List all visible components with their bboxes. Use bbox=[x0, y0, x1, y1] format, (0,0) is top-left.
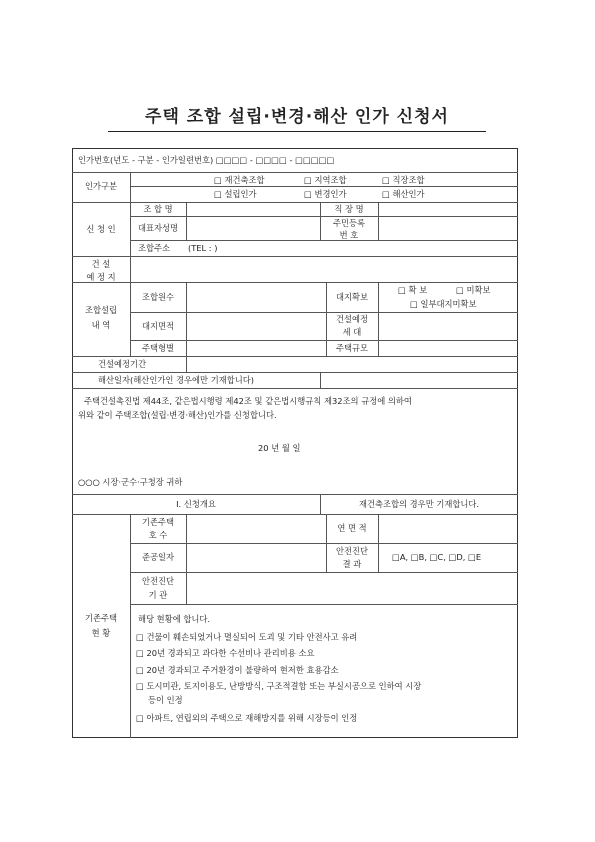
row-divider bbox=[130, 604, 518, 605]
status-intro: 해당 현황에 합니다. bbox=[138, 614, 211, 624]
housing-status-label: 기존주택 bbox=[84, 613, 118, 623]
planned-units-label: 세 대 bbox=[342, 327, 362, 337]
col-divider bbox=[186, 202, 187, 240]
row-divider bbox=[72, 282, 518, 283]
row-divider bbox=[72, 202, 518, 203]
row-divider bbox=[130, 186, 518, 187]
statement-text: 위와 같이 주택조합(설립·변경·해산)인가를 신청합니다. bbox=[78, 410, 277, 420]
status-checkbox[interactable]: □ 20년 경과되고 주거환경이 불량하여 현저한 효용감소 bbox=[136, 665, 339, 675]
row-divider bbox=[72, 372, 518, 373]
col-divider bbox=[130, 514, 131, 738]
housing-type-label: 주택형별 bbox=[141, 343, 175, 353]
date-line: 20 년 월 일 bbox=[258, 443, 301, 453]
document-title: 주택 조합 설립·변경·해산 인가 신청서 bbox=[108, 102, 486, 132]
col-divider bbox=[186, 356, 187, 372]
status-checkbox[interactable]: □ 20년 경과되고 과다한 수선비나 관리비용 소요 bbox=[136, 648, 315, 658]
opt-dissolve-checkbox[interactable]: □ 해산인가 bbox=[382, 189, 425, 199]
row-divider bbox=[130, 312, 518, 313]
resident-number-label: 번 호 bbox=[339, 230, 359, 240]
col-divider bbox=[186, 282, 187, 356]
row-divider bbox=[130, 543, 518, 544]
planned-site-label: 건 설 bbox=[91, 259, 111, 269]
row-divider bbox=[130, 572, 518, 573]
row-divider bbox=[72, 172, 518, 173]
planned-site-label: 예 정 지 bbox=[86, 272, 116, 282]
housing-scale-label: 주택규모 bbox=[335, 343, 369, 353]
row-divider bbox=[72, 494, 518, 495]
planned-units-label: 건설예정 bbox=[335, 314, 369, 324]
opt-establish-checkbox[interactable]: □ 설립인가 bbox=[214, 189, 257, 199]
member-count-label: 조합원수 bbox=[141, 292, 175, 302]
safety-grade-options[interactable]: □A, □B, □C, □D, □E bbox=[392, 552, 482, 562]
row-divider bbox=[130, 216, 518, 217]
section-note: 재건축조합의 경우만 기재합니다. bbox=[358, 499, 480, 509]
status-checkbox[interactable]: □ 건물이 훼손되었거나 멸실되어 도괴 및 기타 안전사고 유려 bbox=[136, 632, 358, 642]
row-divider bbox=[72, 388, 518, 389]
completion-date-label: 준공일자 bbox=[141, 552, 175, 562]
row-divider bbox=[72, 356, 518, 357]
resident-number-label: 주민등록 bbox=[332, 218, 366, 228]
opt-partial-checkbox[interactable]: □ 일부대지미확보 bbox=[410, 299, 477, 309]
row-divider bbox=[72, 256, 518, 257]
col-divider bbox=[378, 282, 379, 356]
status-checkbox-continued: 등이 인정 bbox=[148, 695, 183, 705]
col-divider bbox=[378, 514, 379, 572]
union-address-label: 조합주소 bbox=[138, 243, 171, 253]
statement-text: 주택건설촉진법 제44조, 같은법시행령 제42조 및 같은법시행규칙 제32조의 규정에 의하여 bbox=[84, 396, 412, 406]
construction-period-label: 건설예정기간 bbox=[98, 359, 147, 369]
safety-result-label: 안전진단 bbox=[335, 546, 369, 556]
floor-area-label: 연 면 적 bbox=[337, 523, 367, 533]
establishment-label: 내 역 bbox=[91, 320, 111, 330]
col-divider bbox=[186, 514, 187, 604]
existing-housing-label: 호 수 bbox=[148, 530, 168, 540]
section-header: Ⅰ. 신청개요 bbox=[176, 499, 216, 509]
union-name-label: 조 합 명 bbox=[143, 204, 173, 214]
land-secured-label: 대지확보 bbox=[335, 292, 369, 302]
permit-type-label: 인가구분 bbox=[84, 181, 118, 191]
housing-status-label: 현 황 bbox=[91, 628, 111, 638]
workplace-name-label: 직 장 명 bbox=[334, 204, 364, 214]
permit-number-line: 인가번호(년도 - 구분 - 인가일련번호) □□□□ - □□□□ - □□□□□ bbox=[78, 155, 335, 165]
opt-reconstruction-checkbox[interactable]: □ 재건축조합 bbox=[214, 175, 265, 185]
opt-secured-checkbox[interactable]: □ 확 보 bbox=[398, 285, 428, 295]
existing-housing-label: 기존주택 bbox=[141, 517, 175, 527]
row-divider bbox=[130, 340, 518, 341]
row-divider bbox=[72, 514, 518, 515]
dissolution-date-label: 해산일자(해산인가인 경우에만 기재합니다) bbox=[98, 375, 255, 385]
safety-result-label: 결 과 bbox=[342, 559, 362, 569]
status-checkbox[interactable]: □ 아파트, 연립외의 주택으로 재해방지를 위해 시장등이 인정 bbox=[136, 713, 358, 723]
status-checkbox[interactable]: □ 도시미관, 토지이용도, 난방방식, 구조적결함 또는 부실시공으로 인하여 시장 bbox=[136, 681, 422, 691]
safety-agency-label: 안전진단 bbox=[141, 576, 175, 586]
establishment-label: 조합설립 bbox=[84, 305, 118, 315]
tel-label: (TEL : ) bbox=[188, 243, 218, 253]
applicant-label: 신 청 인 bbox=[86, 224, 116, 234]
safety-agency-label: 기 관 bbox=[148, 590, 168, 600]
opt-workplace-checkbox[interactable]: □ 직장조합 bbox=[382, 175, 425, 185]
opt-change-checkbox[interactable]: □ 변경인가 bbox=[304, 189, 347, 199]
col-divider bbox=[320, 372, 321, 388]
representative-label: 대표자성명 bbox=[137, 223, 179, 233]
opt-regional-checkbox[interactable]: □ 지역조합 bbox=[304, 175, 347, 185]
addressee: ○○○ 시장·군수·구청장 귀하 bbox=[78, 477, 183, 487]
col-divider bbox=[378, 202, 379, 240]
opt-unsecured-checkbox[interactable]: □ 미확보 bbox=[456, 285, 491, 295]
land-area-label: 대지면적 bbox=[141, 321, 175, 331]
